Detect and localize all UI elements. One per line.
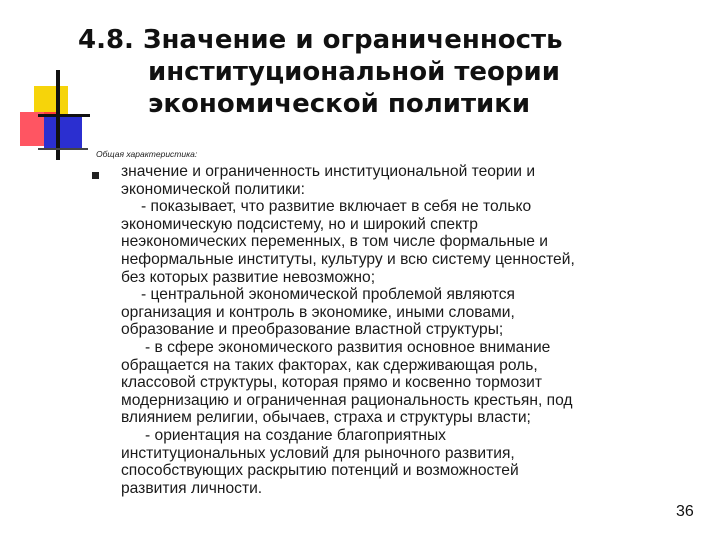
decor-blue-square <box>44 114 82 148</box>
body-line: влиянием религии, обычаев, страха и структуры власти; <box>121 409 531 427</box>
body-line: - в сфере экономического развития основное внимание <box>145 338 551 356</box>
body-line: без которых развитие невозможно; <box>121 268 376 286</box>
body-line: значение и ограниченность институциональной теории и <box>121 163 536 180</box>
body-line: организация и контроль в экономике, иными словами, <box>121 303 515 321</box>
title-line-1: 4.8. Значение и ограниченность <box>78 25 563 55</box>
subheading: Общая характеристика: <box>96 149 198 159</box>
body-line: неформальные институты, культуру и всю систему ценностей, <box>121 250 575 268</box>
body-line: институциональных условий для рыночного развития, <box>121 444 515 462</box>
title-line-2: институциональной теории <box>148 57 560 87</box>
body-line: развития личности. <box>121 479 263 497</box>
bullet-square-icon <box>92 172 99 179</box>
decor-pink-square <box>20 112 44 146</box>
body-line: образование и преобразование властной структуры; <box>121 321 504 339</box>
body-line: экономической политики: <box>121 180 305 198</box>
decor-underline <box>38 148 88 150</box>
body-line: - ориентация на создание благоприятных <box>145 426 446 444</box>
body-line: классовой структуры, которая прямо и косвенно тормозит <box>121 374 543 392</box>
body-line: обращается на таких факторах, как сдерживающая роль, <box>121 356 538 374</box>
title-line-3: экономической политики <box>148 89 531 119</box>
body-line: модернизацию и ограниченная рациональность крестьян, под <box>121 391 573 409</box>
body-line: экономическую подсистему, но и широкий спектр <box>121 215 478 233</box>
page-number: 36 <box>676 503 694 520</box>
body-text <box>121 163 657 497</box>
body-line: способствующих раскрытию потенций и возможностей <box>121 462 519 480</box>
body-line: неэкономических переменных, в том числе формальные и <box>121 233 549 251</box>
body-line: - показывает, что развитие включает в себя не только <box>141 198 532 216</box>
slide-title <box>78 24 678 120</box>
body-line: - центральной экономической проблемой являются <box>141 286 515 304</box>
